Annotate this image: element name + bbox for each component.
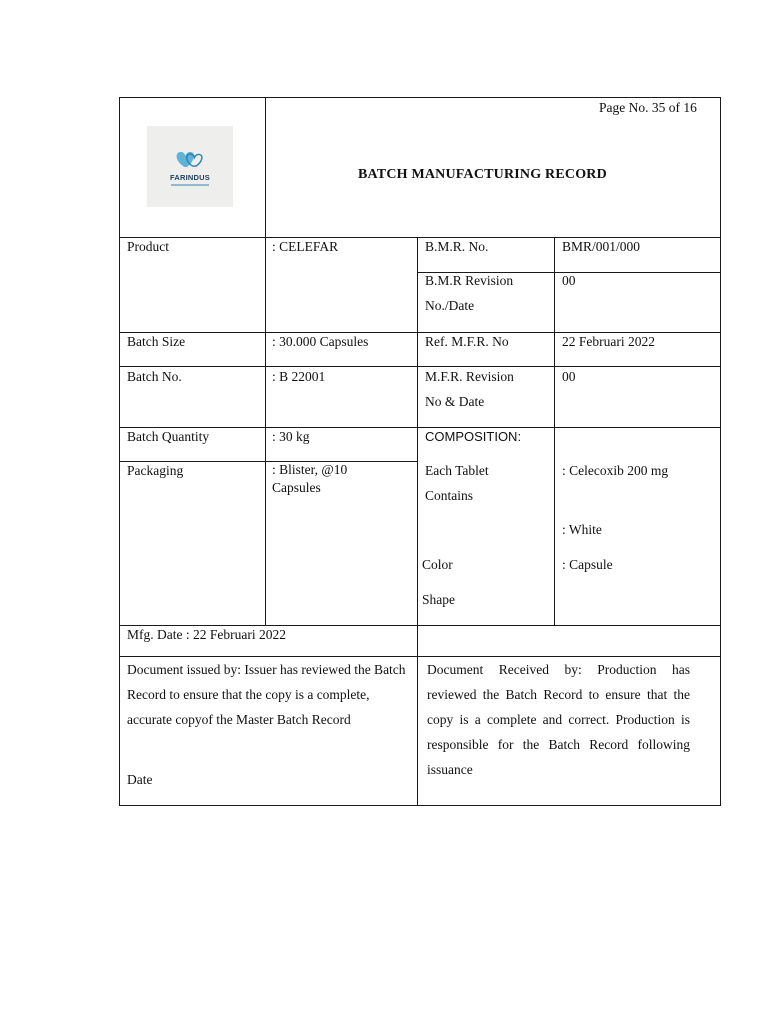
mfr-revision-label-line2: No & Date [425,394,485,409]
mfr-revision-value: 00 [562,369,576,384]
document-received-statement: Document Received by: Production has reviewed the Batch Record to ensure that the copy is a complete and correct. Production is responsible for the Batch Record following issuance [427,662,690,777]
table-rule-logo [265,97,266,626]
logo-wordmark: FARINDUS [170,173,210,182]
ref-mfr-value: 22 Februari 2022 [562,334,655,349]
company-logo [147,126,233,207]
packaging-value-line2: Capsules [272,480,321,495]
mfr-revision-label-line1: M.F.R. Revision [425,369,514,384]
shape-label: Shape [422,592,455,607]
table-rule-batch-quantity [119,427,721,428]
page-number: Page No. 35 of 16 [599,100,697,115]
bmr-no-label: B.M.R. No. [425,239,489,254]
table-rule-values [554,237,555,626]
bmr-revision-label-line1: B.M.R Revision [425,273,514,288]
product-value: : CELEFAR [272,239,339,254]
each-tablet-label-line1: Each Tablet [425,463,489,478]
batch-quantity-value: : 30 kg [272,429,310,444]
active-ingredient-value: : Celecoxib 200 mg [562,463,669,478]
batch-no-label: Batch No. [127,369,182,384]
bmr-revision-value: 00 [562,273,576,288]
ref-mfr-label: Ref. M.F.R. No [425,334,509,349]
mfg-date: Mfg. Date : 22 Februari 2022 [127,627,286,642]
batch-size-value: : 30.000 Capsules [272,334,369,349]
batch-no-value: : B 22001 [272,369,326,384]
issued-date-label: Date [127,772,153,787]
product-label: Product [127,239,169,254]
color-value: : White [562,522,602,537]
packaging-value-line1: : Blister, @10 [272,462,348,477]
document-issued-statement: Document issued by: Issuer has reviewed the Batch Record to ensure that the copy is a complete, accurate copyof the Master Batch Record [127,662,406,727]
table-border-right [720,97,721,806]
table-border-left [119,97,120,806]
packaging-label: Packaging [127,463,184,478]
composition-heading: COMPOSITION: [425,429,522,444]
bmr-revision-label-line2: No./Date [425,298,475,313]
each-tablet-label-line2: Contains [425,488,474,503]
batch-size-label: Batch Size [127,334,186,349]
document-title: BATCH MANUFACTURING RECORD [358,167,607,182]
color-label: Color [422,557,453,572]
table-rule-batch-no [119,366,721,367]
heart-logo-icon [147,126,233,207]
table-rule-mid [417,237,418,806]
bmr-no-value: BMR/001/000 [562,239,641,254]
logo-tagline-mark [171,184,209,186]
shape-value: : Capsule [562,557,613,572]
table-border-bottom [119,805,721,806]
batch-quantity-label: Batch Quantity [127,429,210,444]
